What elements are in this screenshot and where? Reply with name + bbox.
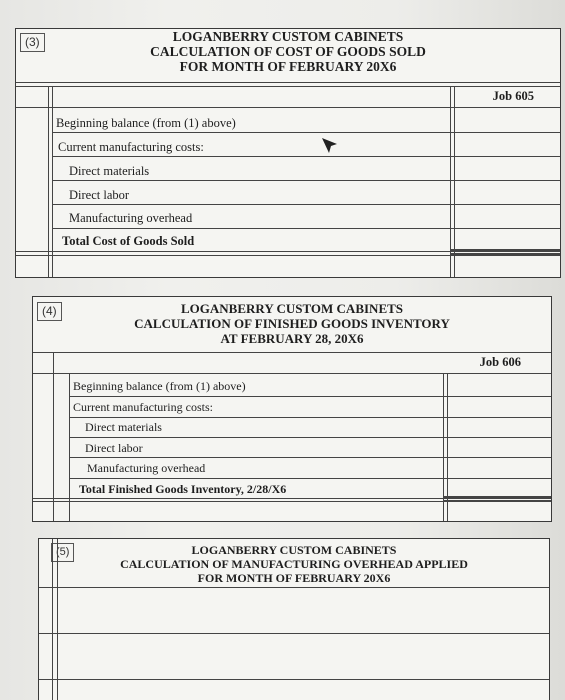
section-5-title <box>39 543 549 585</box>
section-4-title <box>33 301 551 346</box>
section-3-column-header-job-605: Job 605 <box>492 89 534 103</box>
section-3-cost-of-goods-sold <box>15 28 561 278</box>
section-3-row-direct-materials: Direct materials <box>69 164 150 178</box>
section-4-title-line-3: AT FEBRUARY 28, 20X6 <box>220 331 364 346</box>
section-3-title-line-1: LOGANBERRY CUSTOM CABINETS <box>172 29 404 44</box>
section-5-title-line-3: FOR MONTH OF FEBRUARY 20X6 <box>197 571 391 585</box>
section-5-number: (5) <box>51 543 74 562</box>
section-3-row-total-cost-of-goods-sold: Total Cost of Goods Sold <box>62 234 195 248</box>
section-4-row-current-costs: Current manufacturing costs: <box>73 400 213 414</box>
section-3-title-line-3: FOR MONTH OF FEBRUARY 20X6 <box>179 59 397 74</box>
section-3-number: (3) <box>20 33 45 52</box>
section-3-row-current-costs: Current manufacturing costs: <box>58 140 204 154</box>
section-4-column-header-job-606: Job 606 <box>479 355 521 369</box>
section-4-title-line-1: LOGANBERRY CUSTOM CABINETS <box>180 301 404 316</box>
section-5-overhead-applied <box>38 538 550 700</box>
arrow-cursor-icon <box>321 137 339 155</box>
section-3-title-line-2: CALCULATION OF COST OF GOODS SOLD <box>150 44 426 59</box>
section-4-row-manufacturing-overhead: Manufacturing overhead <box>87 461 206 475</box>
section-3-row-manufacturing-overhead: Manufacturing overhead <box>69 211 193 225</box>
section-3-title <box>16 29 560 74</box>
section-4-row-total-finished-goods-inventory: Total Finished Goods Inventory, 2/28/X6 <box>79 482 287 496</box>
section-4-row-direct-materials: Direct materials <box>85 420 162 434</box>
section-4-number: (4) <box>37 302 62 321</box>
section-4-title-line-2: CALCULATION OF FINISHED GOODS INVENTORY <box>134 316 450 331</box>
section-4-row-beginning-balance: Beginning balance (from (1) above) <box>73 379 246 393</box>
section-5-title-line-2: CALCULATION OF MANUFACTURING OVERHEAD APPLIED <box>120 557 468 571</box>
section-3-row-direct-labor: Direct labor <box>69 188 130 202</box>
section-4-row-direct-labor: Direct labor <box>85 441 143 455</box>
section-5-title-line-1: LOGANBERRY CUSTOM CABINETS <box>191 543 397 557</box>
section-4-finished-goods-inventory <box>32 296 552 522</box>
section-3-row-beginning-balance: Beginning balance (from (1) above) <box>56 116 236 130</box>
